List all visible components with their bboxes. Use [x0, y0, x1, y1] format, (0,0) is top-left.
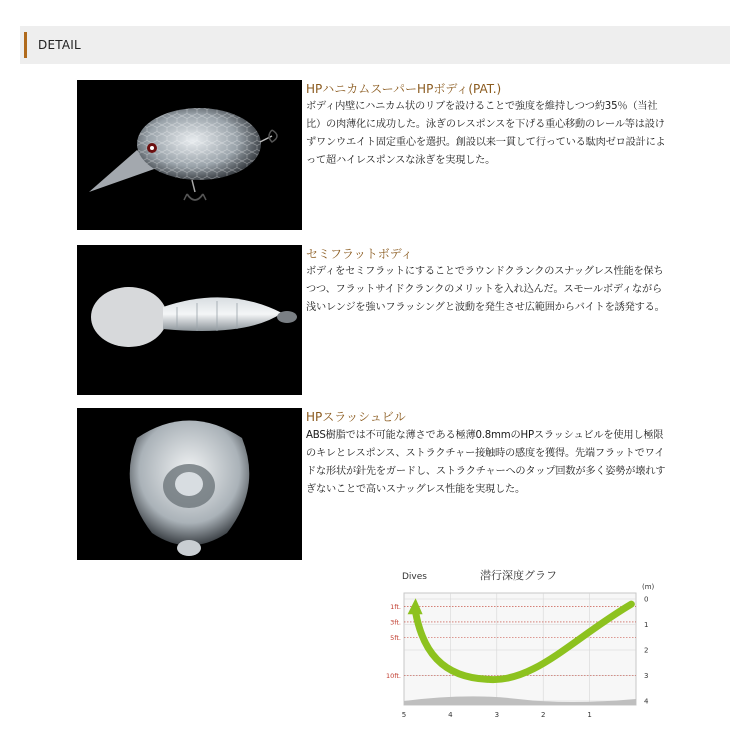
graph-title: 潜行深度グラフ: [480, 569, 557, 582]
feet-label: 10ft.: [385, 672, 401, 680]
distance-tick-label: 1: [587, 711, 592, 719]
plot-area: [404, 593, 636, 705]
distance-tick-label: 5: [401, 711, 407, 719]
meter-tick-label: 3: [644, 672, 649, 680]
section-body-semiflat: ボディをセミフラットにすることでラウンドクランクのスナッグレス性能を保ちつつ、フラットサイドクランクのメリットを入れ込んだ。スモールボディながら浅いレンジを強いフラッシングと波動を発生させ広範囲からバイトを誘発する。: [306, 266, 665, 313]
meter-tick-label: 1: [644, 621, 649, 629]
unit-label: (m): [642, 583, 655, 591]
lure-top-photo: [77, 245, 302, 395]
distance-tick-label: 2: [540, 711, 546, 719]
section-title-semiflat: セミフラットボディ: [306, 247, 413, 261]
feet-label: 5ft.: [390, 633, 401, 642]
lure-side-photo: [77, 80, 302, 230]
section-title-slashbill: HPスラッシュビル: [306, 410, 406, 424]
header-accent-bar: [24, 32, 27, 58]
lure-front-photo: [77, 408, 302, 560]
section-body-slashbill: ABS樹脂では不可能な薄さである極薄0.8mmのHPスラッシュビルを使用し極限のキレとレスポンス、ストラクチャー接触時の感度を獲得。先端フラットでワイドな形状が針先をガードし、ストラクチャーへのタップ回数が多く姿勢が壊れすぎないことで高いスナッグレス性能を実現した。: [306, 430, 666, 495]
meter-tick-label: 4: [644, 697, 649, 706]
meter-tick-label: 2: [644, 646, 649, 655]
distance-tick-label: 4: [448, 711, 453, 719]
dive-depth-chart: [385, 565, 660, 725]
dives-label: Dives: [402, 572, 427, 582]
section-title-honeycomb: HPハニカムスーパーHPボディ(PAT.): [306, 82, 502, 96]
feet-label: 1ft.: [390, 603, 401, 612]
meter-ticks: [644, 596, 649, 706]
header-title: DETAIL: [38, 38, 81, 52]
distance-tick-label: 3: [494, 711, 500, 719]
section-body-honeycomb: ボディ内壁にハニカム状のリブを設けることで強度を維持しつつ約35％（当社比）の肉薄化に成功した。泳ぎのレスポンスを下げる重心移動のレール等は設けずワンウエイト固定重心を選択。創設以来一貫して行っている駄肉ゼロ設計によって超ハイレスポンスな泳ぎを実現した。: [306, 101, 666, 166]
meter-tick-label: 0: [644, 595, 649, 604]
section-header: [20, 26, 730, 64]
feet-label: 3ft.: [390, 618, 401, 627]
distance-ticks: [402, 711, 592, 719]
